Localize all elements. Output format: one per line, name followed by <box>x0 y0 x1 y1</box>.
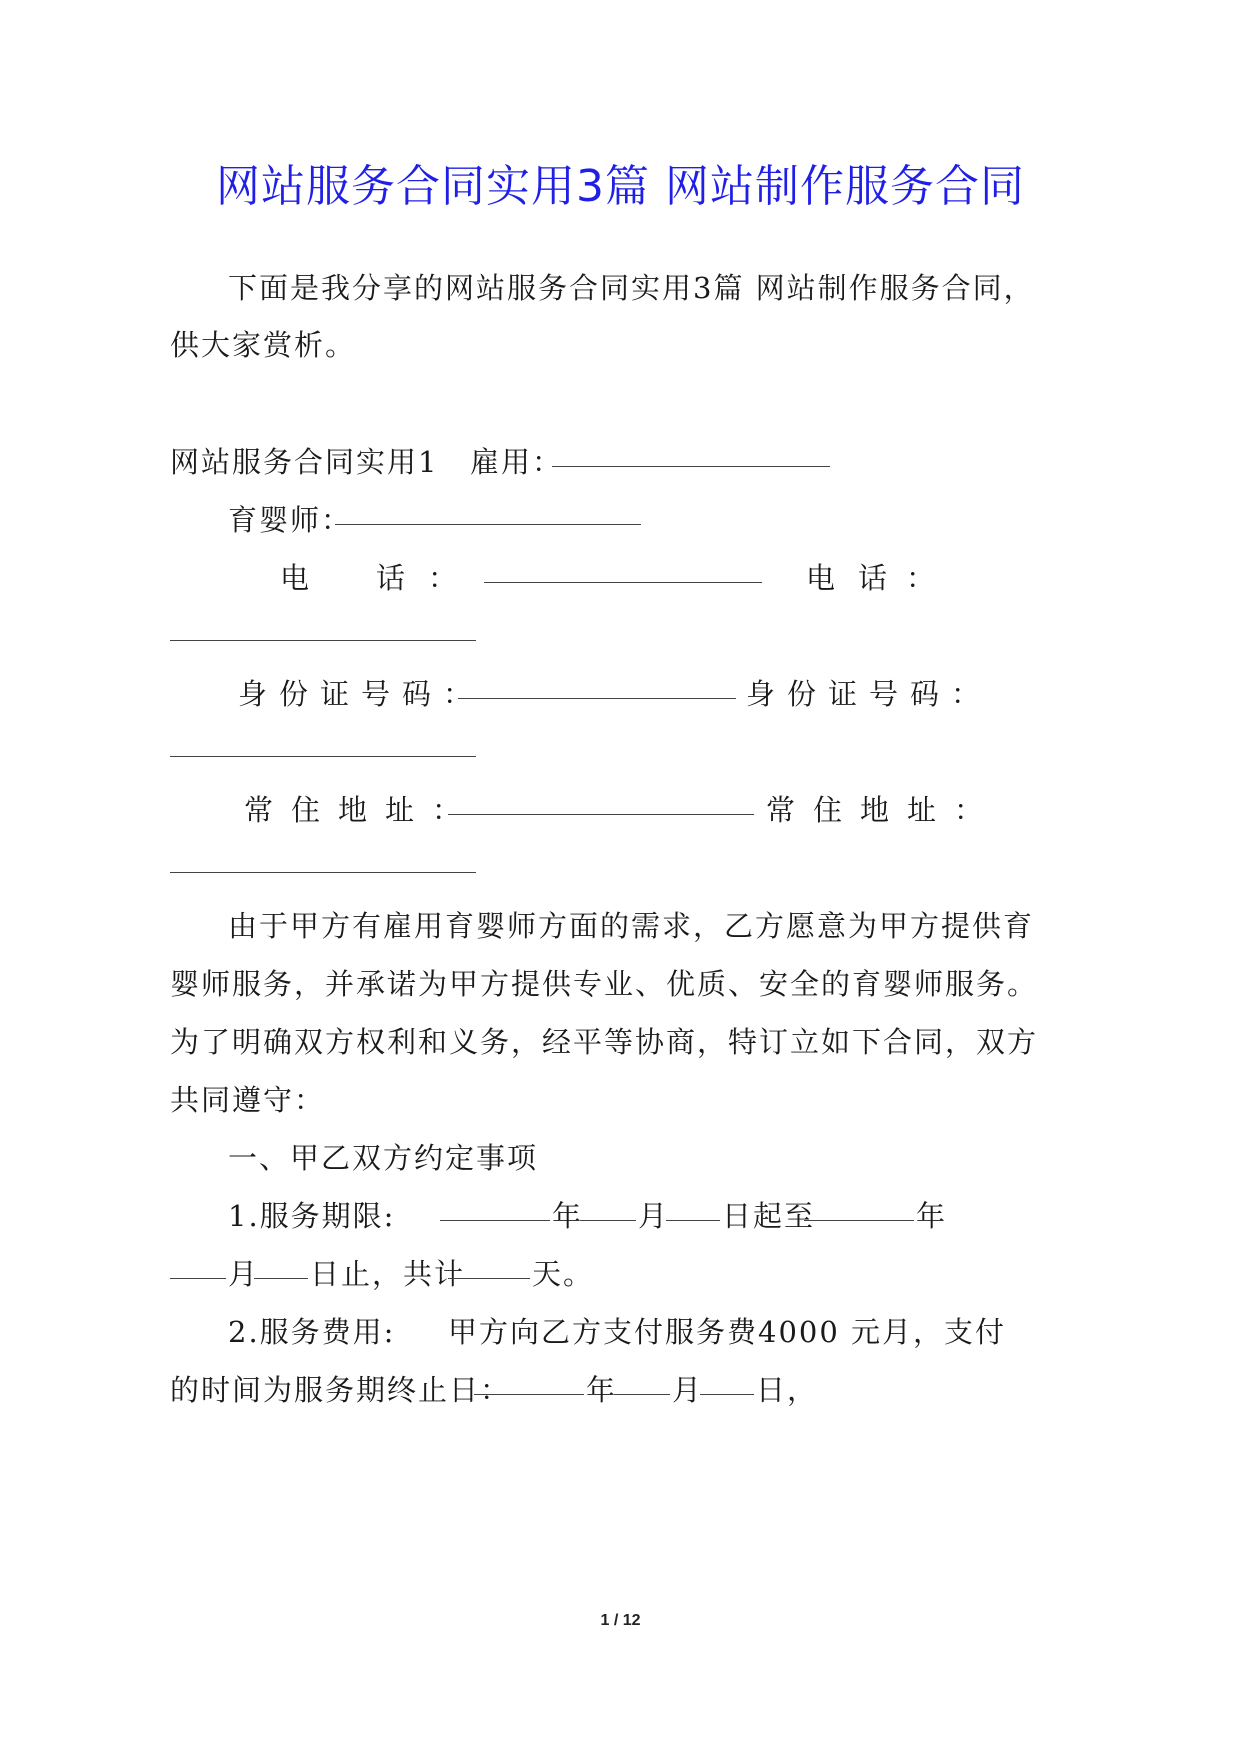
nanny-blank[interactable] <box>335 524 641 525</box>
fee-year-blank[interactable] <box>474 1394 584 1395</box>
document-title: 网站服务合同实用3篇 网站制作服务合同 <box>216 161 1025 212</box>
phone-label-b-char: 话 <box>858 561 888 595</box>
fee-year-unit: 年 <box>586 1373 618 1407</box>
term-year-unit: 年 <box>552 1199 584 1233</box>
employer-label: 雇用： <box>470 445 564 479</box>
fee-line-2: 的时间为服务期终止日： <box>170 1373 512 1407</box>
term-month-unit-2: 月 <box>228 1257 260 1291</box>
term-from-text: 日起至 <box>722 1199 816 1233</box>
phone-label-b-colon: ： <box>906 561 936 595</box>
phone-label-char: 话 <box>376 561 406 595</box>
term-days-blank[interactable] <box>448 1278 530 1279</box>
term-month-to-blank[interactable] <box>170 1278 226 1279</box>
term-year-unit-2: 年 <box>916 1199 948 1233</box>
term-label: 1.服务期限: <box>228 1199 396 1233</box>
phone-label-colon: ： <box>428 561 458 595</box>
clause-heading: 一、甲乙双方约定事项 <box>228 1141 539 1175</box>
id-label-b: 身份证号码： <box>746 677 993 711</box>
term-month-unit: 月 <box>638 1199 670 1233</box>
id-label: 身份证号码： <box>238 677 485 711</box>
fee-month-blank[interactable] <box>614 1394 670 1395</box>
fee-day-unit: 日， <box>756 1373 819 1407</box>
address-blank-a[interactable] <box>448 814 754 815</box>
term-day-to-blank[interactable] <box>254 1278 308 1279</box>
term-month-from-blank[interactable] <box>580 1220 636 1221</box>
para-line-1: 由于甲方有雇用育婴师方面的需求，乙方愿意为甲方提供育 <box>228 909 1035 943</box>
fee-month-unit: 月 <box>672 1373 704 1407</box>
term-day-from-blank[interactable] <box>666 1220 720 1221</box>
id-blank-b[interactable] <box>170 756 476 757</box>
section-title: 网站服务合同实用1 <box>170 445 439 479</box>
intro-line-1: 下面是我分享的网站服务合同实用3篇 网站制作服务合同， <box>228 271 1035 305</box>
page-number: 1 / 12 <box>600 1612 641 1629</box>
fee-day-blank[interactable] <box>700 1394 754 1395</box>
address-label-b: 常住地址： <box>766 793 1002 827</box>
address-blank-b[interactable] <box>170 872 476 873</box>
term-days-unit: 天。 <box>532 1257 595 1291</box>
intro-line-2: 供大家赏析。 <box>170 328 357 362</box>
nanny-label: 育婴师： <box>228 503 353 537</box>
term-to-text: 日止，共计 <box>310 1257 466 1291</box>
fee-label: 2.服务费用: <box>228 1315 396 1349</box>
address-label: 常住地址： <box>244 793 480 827</box>
employer-blank[interactable] <box>552 466 830 467</box>
phone-label-char: 电 <box>280 561 310 595</box>
term-year-to-blank[interactable] <box>804 1220 914 1221</box>
phone-blank-b[interactable] <box>170 640 476 641</box>
fee-text: 甲方向乙方支付服务费4000 元月，支付 <box>448 1315 1007 1349</box>
phone-label-b-char: 电 <box>806 561 836 595</box>
id-blank-a[interactable] <box>458 698 736 699</box>
phone-blank-a[interactable] <box>484 582 762 583</box>
para-line-2: 婴师服务，并承诺为甲方提供专业、优质、安全的育婴师服务。 <box>170 967 1039 1001</box>
para-line-3: 为了明确双方权利和义务，经平等协商，特订立如下合同，双方 <box>170 1025 1039 1059</box>
term-year-from-blank[interactable] <box>440 1220 550 1221</box>
para-line-4: 共同遵守： <box>170 1083 326 1117</box>
